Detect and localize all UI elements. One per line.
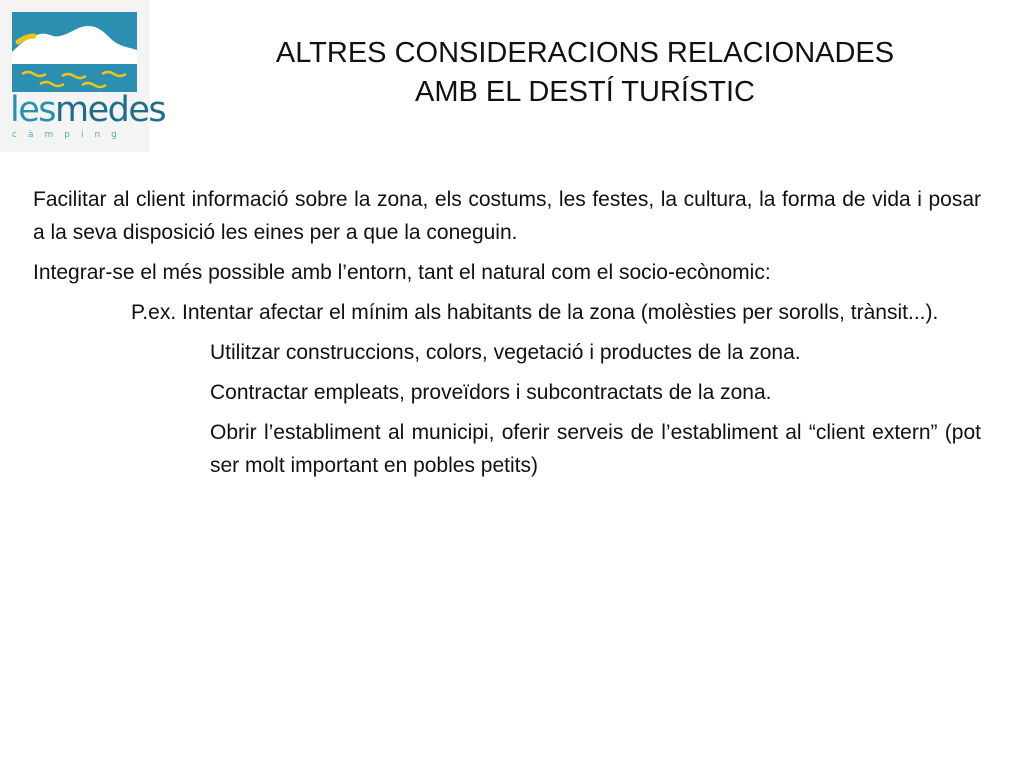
slide-body xyxy=(33,183,981,489)
logo-wordmark xyxy=(10,90,166,130)
logo-subtitle: càmping xyxy=(12,130,128,140)
logo-word-dark: medes xyxy=(55,90,166,130)
title-line-1: ALTRES CONSIDERACIONS RELACIONADES xyxy=(275,37,895,69)
sub-item-construction: Utilitzar construccions, colors, vegetació i productes de la zona. xyxy=(210,341,801,364)
paragraph-integration: Integrar-se el més possible amb l’entorn, tant el natural com el socio-ecònomic: xyxy=(33,261,771,284)
title-line-2: AMB EL DESTÍ TURÍSTIC xyxy=(415,76,755,108)
sub-item-example: P.ex. Intentar afectar el mínim als habitants de la zona (molèsties per sorolls, trànsit...). xyxy=(131,301,939,324)
sub-item-employees: Contractar empleats, proveïdors i subcontractats de la zona. xyxy=(210,381,772,404)
logo-word-light: les xyxy=(10,90,55,130)
les-medes-logo xyxy=(0,0,166,152)
sub-item-opening: Obrir l’establiment al municipi, oferir serveis de l’establiment al “client extern” (pot ser molt important en pobles petits) xyxy=(210,421,981,477)
logo-mark-icon xyxy=(12,12,137,92)
paragraph-information: Facilitar al client informació sobre la zona, els costums, les festes, la cultura, la forma de vida i posar a la seva disposició les eines per a que la coneguin. xyxy=(33,188,981,244)
slide-title xyxy=(170,34,1000,112)
